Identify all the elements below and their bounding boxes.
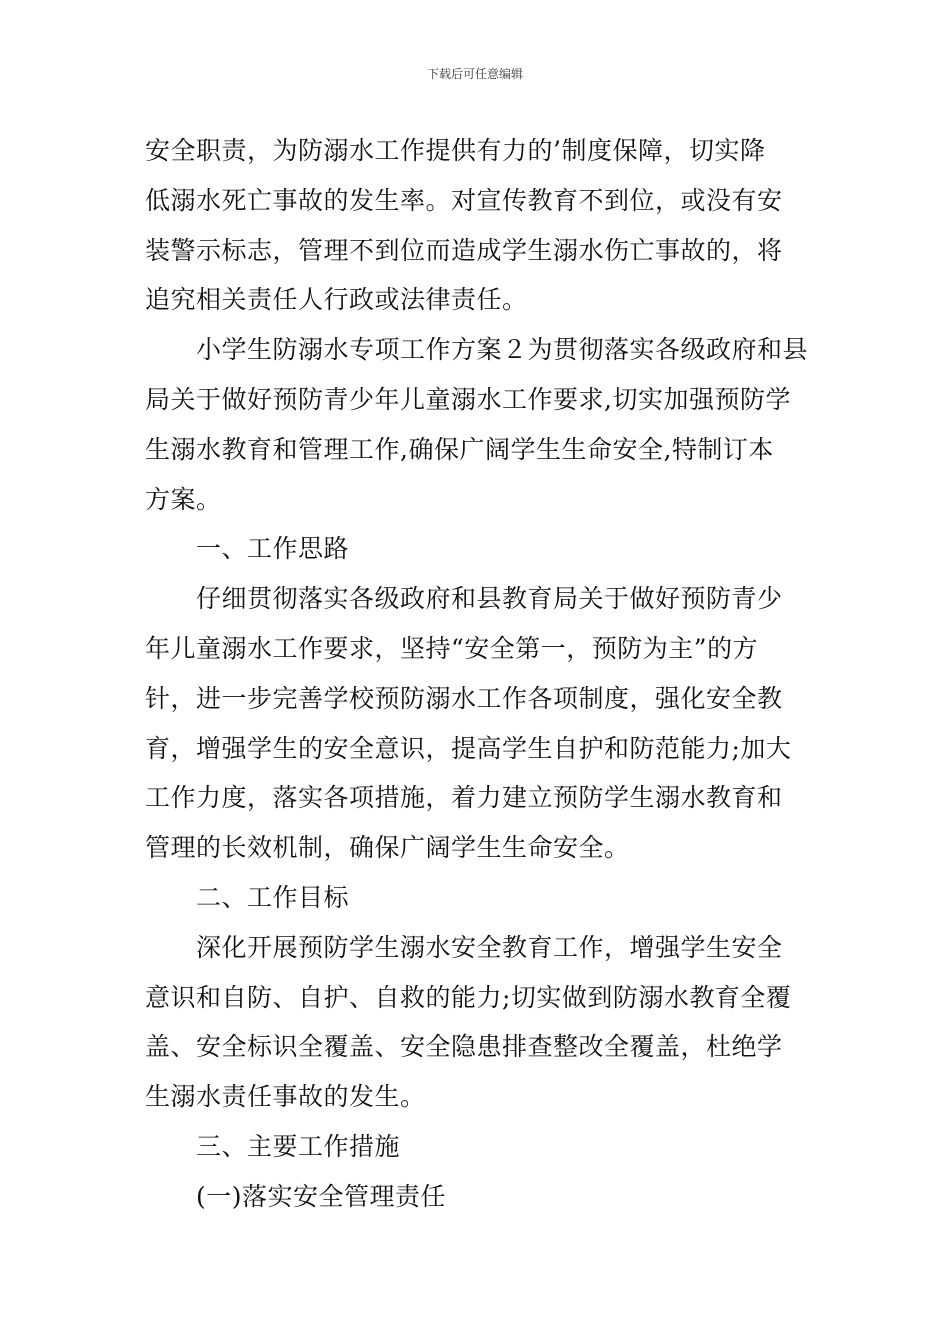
section-heading-work-approach: [145, 524, 810, 574]
text-line: 育，增强学生的安全意识，提高学生自护和防范能力;加大: [145, 733, 792, 763]
text-line: 工作力度，落实各项措施，着力建立预防学生溺水教育和: [145, 783, 783, 813]
text-line: 生溺水责任事故的发生。: [145, 1082, 426, 1112]
paragraph-safety-duties: [145, 126, 810, 325]
paragraph-work-goals: [145, 923, 810, 1122]
text-line: 方案。: [145, 484, 222, 514]
text-line: 生溺水教育和管理工作,确保广阔学生生命安全,特制订本: [145, 434, 774, 464]
text-line: 仔细贯彻落实各级政府和县教育局关于做好预防青少: [196, 584, 783, 614]
text-line: 一、工作思路: [196, 534, 350, 564]
paragraph-plan-intro: [145, 325, 810, 524]
text-line: 意识和自防、自护、自救的能力;切实做到防溺水教育全覆: [145, 982, 792, 1012]
text-line: 追究相关责任人行政或法律责任。: [145, 285, 528, 315]
section-heading-main-measures: [145, 1122, 810, 1172]
document-body: [145, 126, 810, 1222]
paragraph-work-approach: [145, 574, 810, 873]
page-header: 下载后可任意编辑: [426, 67, 523, 81]
text-line: 深化开展预防学生溺水安全教育工作，增强学生安全: [196, 932, 783, 962]
section-heading-work-goals: [145, 873, 810, 923]
text-line: 低溺水死亡事故的发生率。对宣传教育不到位，或没有安: [145, 185, 783, 215]
text-line: (一)落实安全管理责任: [196, 1181, 447, 1211]
subsection-heading-safety-management: [145, 1172, 810, 1222]
text-line: 局关于做好预防青少年儿童溺水工作要求,切实加强预防学: [145, 384, 791, 414]
text-line: 装警示标志，管理不到位而造成学生溺水伤亡事故的，将: [145, 235, 783, 265]
text-line: 针，进一步完善学校预防溺水工作各项制度，强化安全教: [145, 683, 783, 713]
text-line: 管理的长效机制，确保广阔学生生命安全。: [145, 833, 630, 863]
text-line: 年儿童溺水工作要求，坚持“安全第一，预防为主”的方: [145, 633, 759, 663]
text-line: 盖、安全标识全覆盖、安全隐患排查整改全覆盖，杜绝学: [145, 1032, 783, 1062]
text-line: 二、工作目标: [196, 882, 350, 912]
text-line: 安全职责，为防溺水工作提供有力的’制度保障，切实降: [145, 136, 766, 165]
text-line: 小学生防溺水专项工作方案２为贯彻落实各级政府和县: [196, 335, 809, 365]
text-line: 三、主要工作措施: [196, 1131, 401, 1161]
